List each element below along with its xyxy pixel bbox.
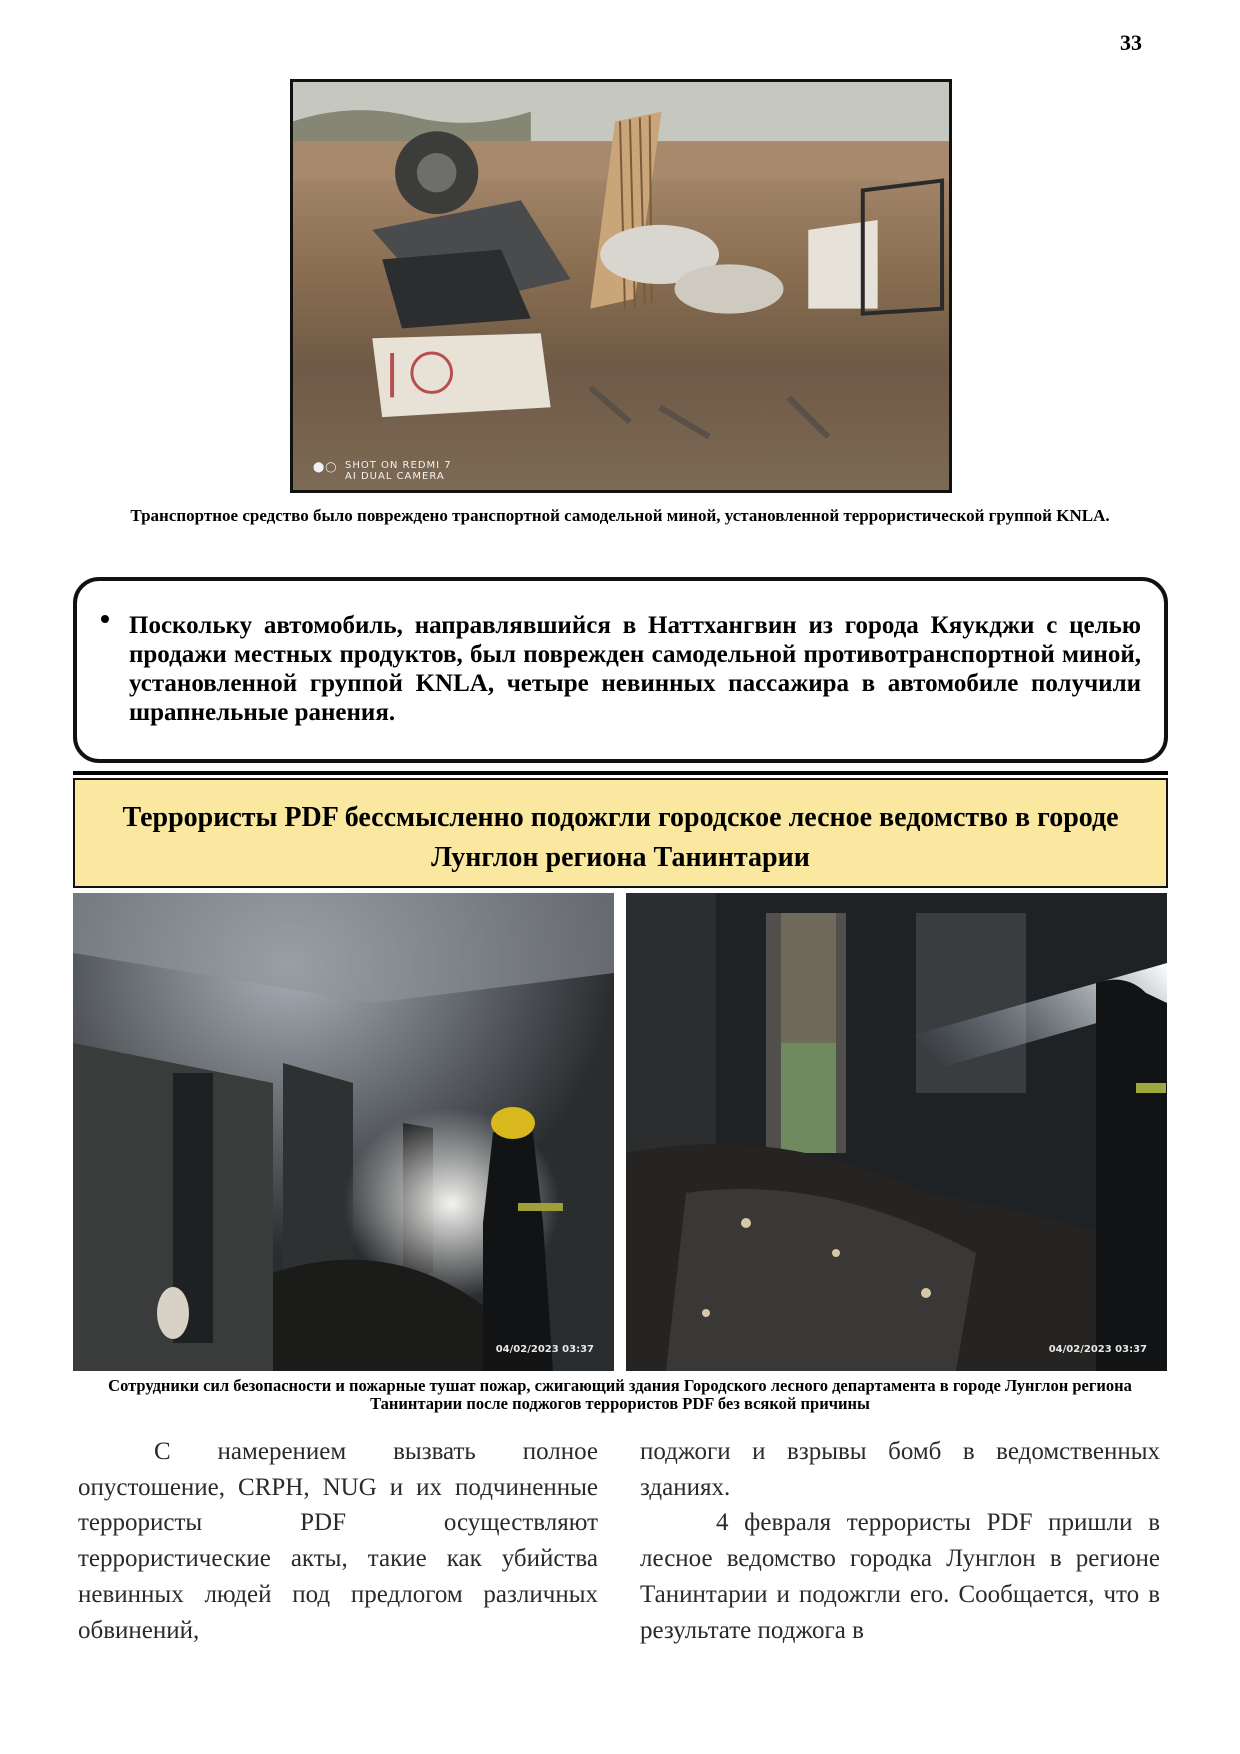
watermark-line-1: SHOT ON REDMI 7 <box>345 460 452 471</box>
section-divider <box>73 771 1168 775</box>
damaged-vehicle-illustration <box>293 82 949 490</box>
photo-timestamp-right: 04/02/2023 03:37 <box>1048 1344 1147 1355</box>
fire-photo-right <box>626 893 1167 1371</box>
burned-corridor-illustration <box>73 893 614 1371</box>
bullet-callout-box <box>73 577 1168 763</box>
camera-dots-icon: ⬤◯ <box>313 462 338 473</box>
watermark-line-2: AI DUAL CAMERA <box>345 471 445 482</box>
photo-caption-2: Сотрудники сил безопасности и пожарные тушат пожар, сжигающий здания Городского лесного департамента в городе Лунглон региона Танинтарии после поджогов террористов PDF без всякой причины <box>108 1376 1132 1413</box>
damaged-vehicle-photo <box>290 79 952 493</box>
section-headline: Террористы PDF бессмысленно подожгли городское лесное ведомство в городе Лунглон региона Танинтарии <box>122 802 1119 873</box>
body-column-right <box>640 1434 1160 1648</box>
page-number: 33 <box>1120 30 1142 55</box>
bullet-icon <box>101 615 109 623</box>
body-paragraph: 4 февраля террористы PDF пришли в лесное ведомство городка Лунглон в регионе Танинтарии и подожгли его. Сообщается, что в результате поджога в <box>640 1509 1160 1644</box>
body-paragraph: С намерением вызвать полное опустошение, CRPH, NUG и их подчиненные террористы PDF осуществляют террористические акты, такие как убийства невинных людей под предлогом различных обвинений, <box>78 1438 598 1644</box>
photo-caption-1: Транспортное средство было повреждено транспортной самодельной миной, установленной террористической группой KNLA. <box>130 506 1110 525</box>
camera-watermark <box>313 460 452 482</box>
photo-timestamp-left: 04/02/2023 03:37 <box>495 1344 594 1355</box>
body-paragraph: поджоги и взрывы бомб в ведомственных зданиях. <box>640 1438 1160 1501</box>
burned-room-illustration <box>626 893 1167 1371</box>
body-column-left <box>78 1434 598 1648</box>
section-headline-box <box>73 778 1168 888</box>
fire-photo-left <box>73 893 614 1371</box>
bullet-text: Поскольку автомобиль, направлявшийся в Наттхангвин из города Кяукджи с целью продажи местных продуктов, был поврежден самодельной противотранспортной миной, установленной группой KNLA, четыре невинных пассажира в автомобиле получили шрапнельные ранения. <box>129 612 1141 726</box>
